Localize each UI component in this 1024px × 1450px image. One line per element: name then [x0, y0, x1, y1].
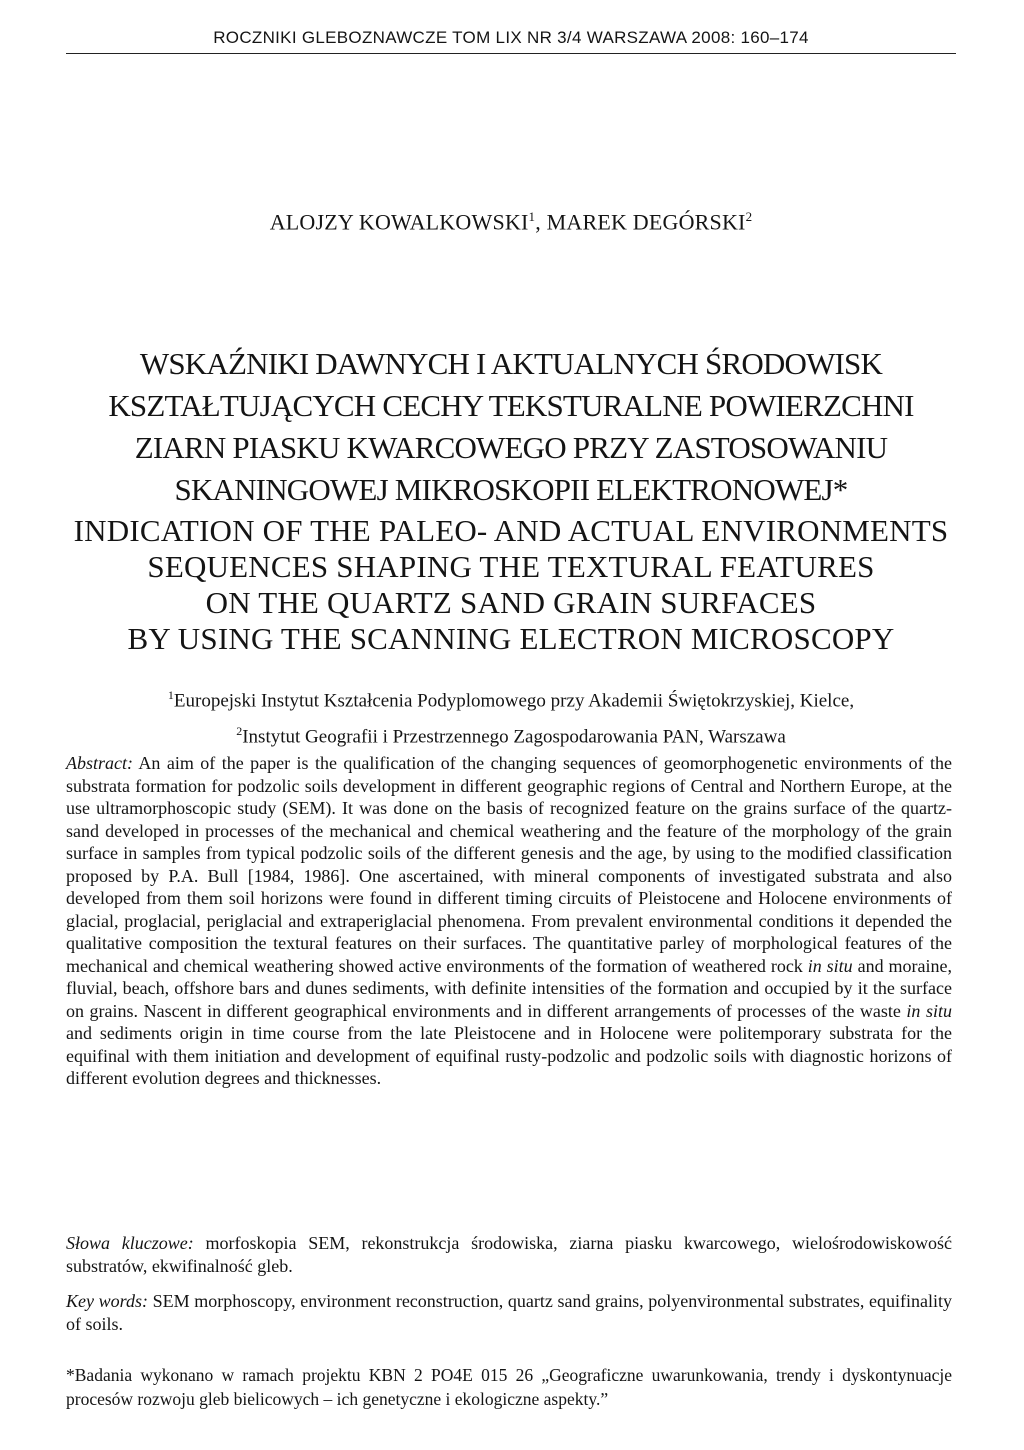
author-affiliation-mark: 2	[745, 209, 753, 224]
affiliation-mark: 2	[236, 724, 243, 739]
abstract	[66, 752, 952, 1090]
abstract-label: Abstract:	[66, 753, 133, 773]
title-line: SKANINGOWEJ MIKROSKOPII ELEKTRONOWEJ*	[174, 472, 848, 507]
author-name: MAREK DEGÓRSKI	[546, 209, 746, 235]
abstract-text: An aim of the paper is the qualification of the changing sequences of geomorphogenetic environments of the substrata formation for podzolic soils development in different geographic regions of Central and Northern Europe, at the use ultramorphoscopic study (SEM). It was done on the basis of recognized feature on the grains surface of the quartz-sand developed in processes of the mechanical and chemical weathering and the feature of the morphology of the grain surface in samples from typical podzolic soils of the different genesis and the age, by using to the modified classification proposed by P.A. Bull [1984, 1986]. One ascertained, with mineral components of investigated substrata and also developed from them soil horizons were found in different timing circuits of Pleistocene and Holocene environments of glacial, proglacial, periglacial and extraperiglacial phenomena. From prevalent environmental conditions it depended the qualitative composition the textural features on their surfaces. The quantitative parley of morphological features of the mechanical and chemical weathering showed active environments of the formation of weathered rock	[66, 753, 952, 976]
affiliations	[66, 680, 956, 753]
title-line: BY USING THE SCANNING ELECTRON MICROSCOPY	[127, 621, 895, 656]
title-line: ON THE QUARTZ SAND GRAIN SURFACES	[205, 585, 817, 620]
author-separator: ,	[535, 209, 547, 235]
abstract-italic-term: in situ	[807, 955, 853, 976]
affiliation-line	[66, 680, 956, 716]
affiliation-line	[66, 716, 956, 752]
affiliation-text: Instytut Geografii i Przestrzennego Zagospodarowania PAN, Warszawa	[242, 726, 786, 748]
title-english	[66, 513, 956, 657]
title-line: INDICATION OF THE PALEO- AND ACTUAL ENVIRONMENTS	[73, 513, 949, 548]
abstract-text: and sediments origin in time course from the late Pleistocene and in Holocene were politemporary substrata for the equifinal with them initiation and development of equifinal rusty-podzolic and podzolic soils with diagnostic horizons of different evolution degrees and thicknesses.	[66, 1023, 952, 1088]
author-affiliation-mark: 1	[528, 209, 536, 224]
authors	[66, 209, 956, 235]
title-line: ZIARN PIASKU KWARCOWEGO PRZY ZASTOSOWANIU	[134, 430, 888, 465]
title-line: WSKAŹNIKI DAWNYCH I AKTUALNYCH ŚRODOWISK	[139, 346, 883, 381]
affiliation-mark: 1	[167, 688, 174, 702]
author-name: ALOJZY KOWALKOWSKI	[269, 209, 529, 235]
keywords-text: morfoskopia SEM, rekonstrukcja środowiska, ziarna piasku kwarcowego, wielośrodowiskowość substratów, ekwifinalność gleb.	[66, 1233, 953, 1276]
title-line: SEQUENCES SHAPING THE TEXTURAL FEATURES	[147, 549, 875, 584]
keywords-english	[66, 1290, 952, 1336]
footnote: *Badania wykonano w ramach projektu KBN 2 PO4E 015 26 „Geograficzne uwarunkowania, trendy i dyskontynuacje procesów rozwoju gleb bielicowych – ich genetyczne i ekologiczne aspekty.”	[66, 1365, 952, 1409]
keywords-label: Słowa kluczowe:	[66, 1233, 194, 1253]
affiliation-text: Europejski Instytut Kształcenia Podyplomowego przy Akademii Świętokrzyskiej, Kielce,	[173, 690, 855, 712]
keywords-text: SEM morphoscopy, environment reconstruction, quartz sand grains, polyenvironmental substrates, equifinality of soils.	[66, 1291, 952, 1334]
keywords-polish	[66, 1232, 952, 1278]
abstract-text: and moraine, fluvial, beach, offshore bars and dunes sediments, with definite intensities of the formation and occupied by it the surface on grains. Nascent in different geographical environments and in different arrangements of processes of the waste	[66, 955, 952, 1021]
keywords-label: Key words:	[66, 1291, 148, 1311]
title-polish	[66, 343, 956, 511]
header-rule	[66, 53, 956, 54]
title-line: KSZTAŁTUJĄCYCH CECHY TEKSTURALNE POWIERZCHNI	[108, 388, 914, 423]
abstract-italic-term: in situ	[906, 1000, 952, 1021]
running-header: ROCZNIKI GLEBOZNAWCZE TOM LIX NR 3/4 WARSZAWA 2008: 160–174	[213, 28, 809, 47]
